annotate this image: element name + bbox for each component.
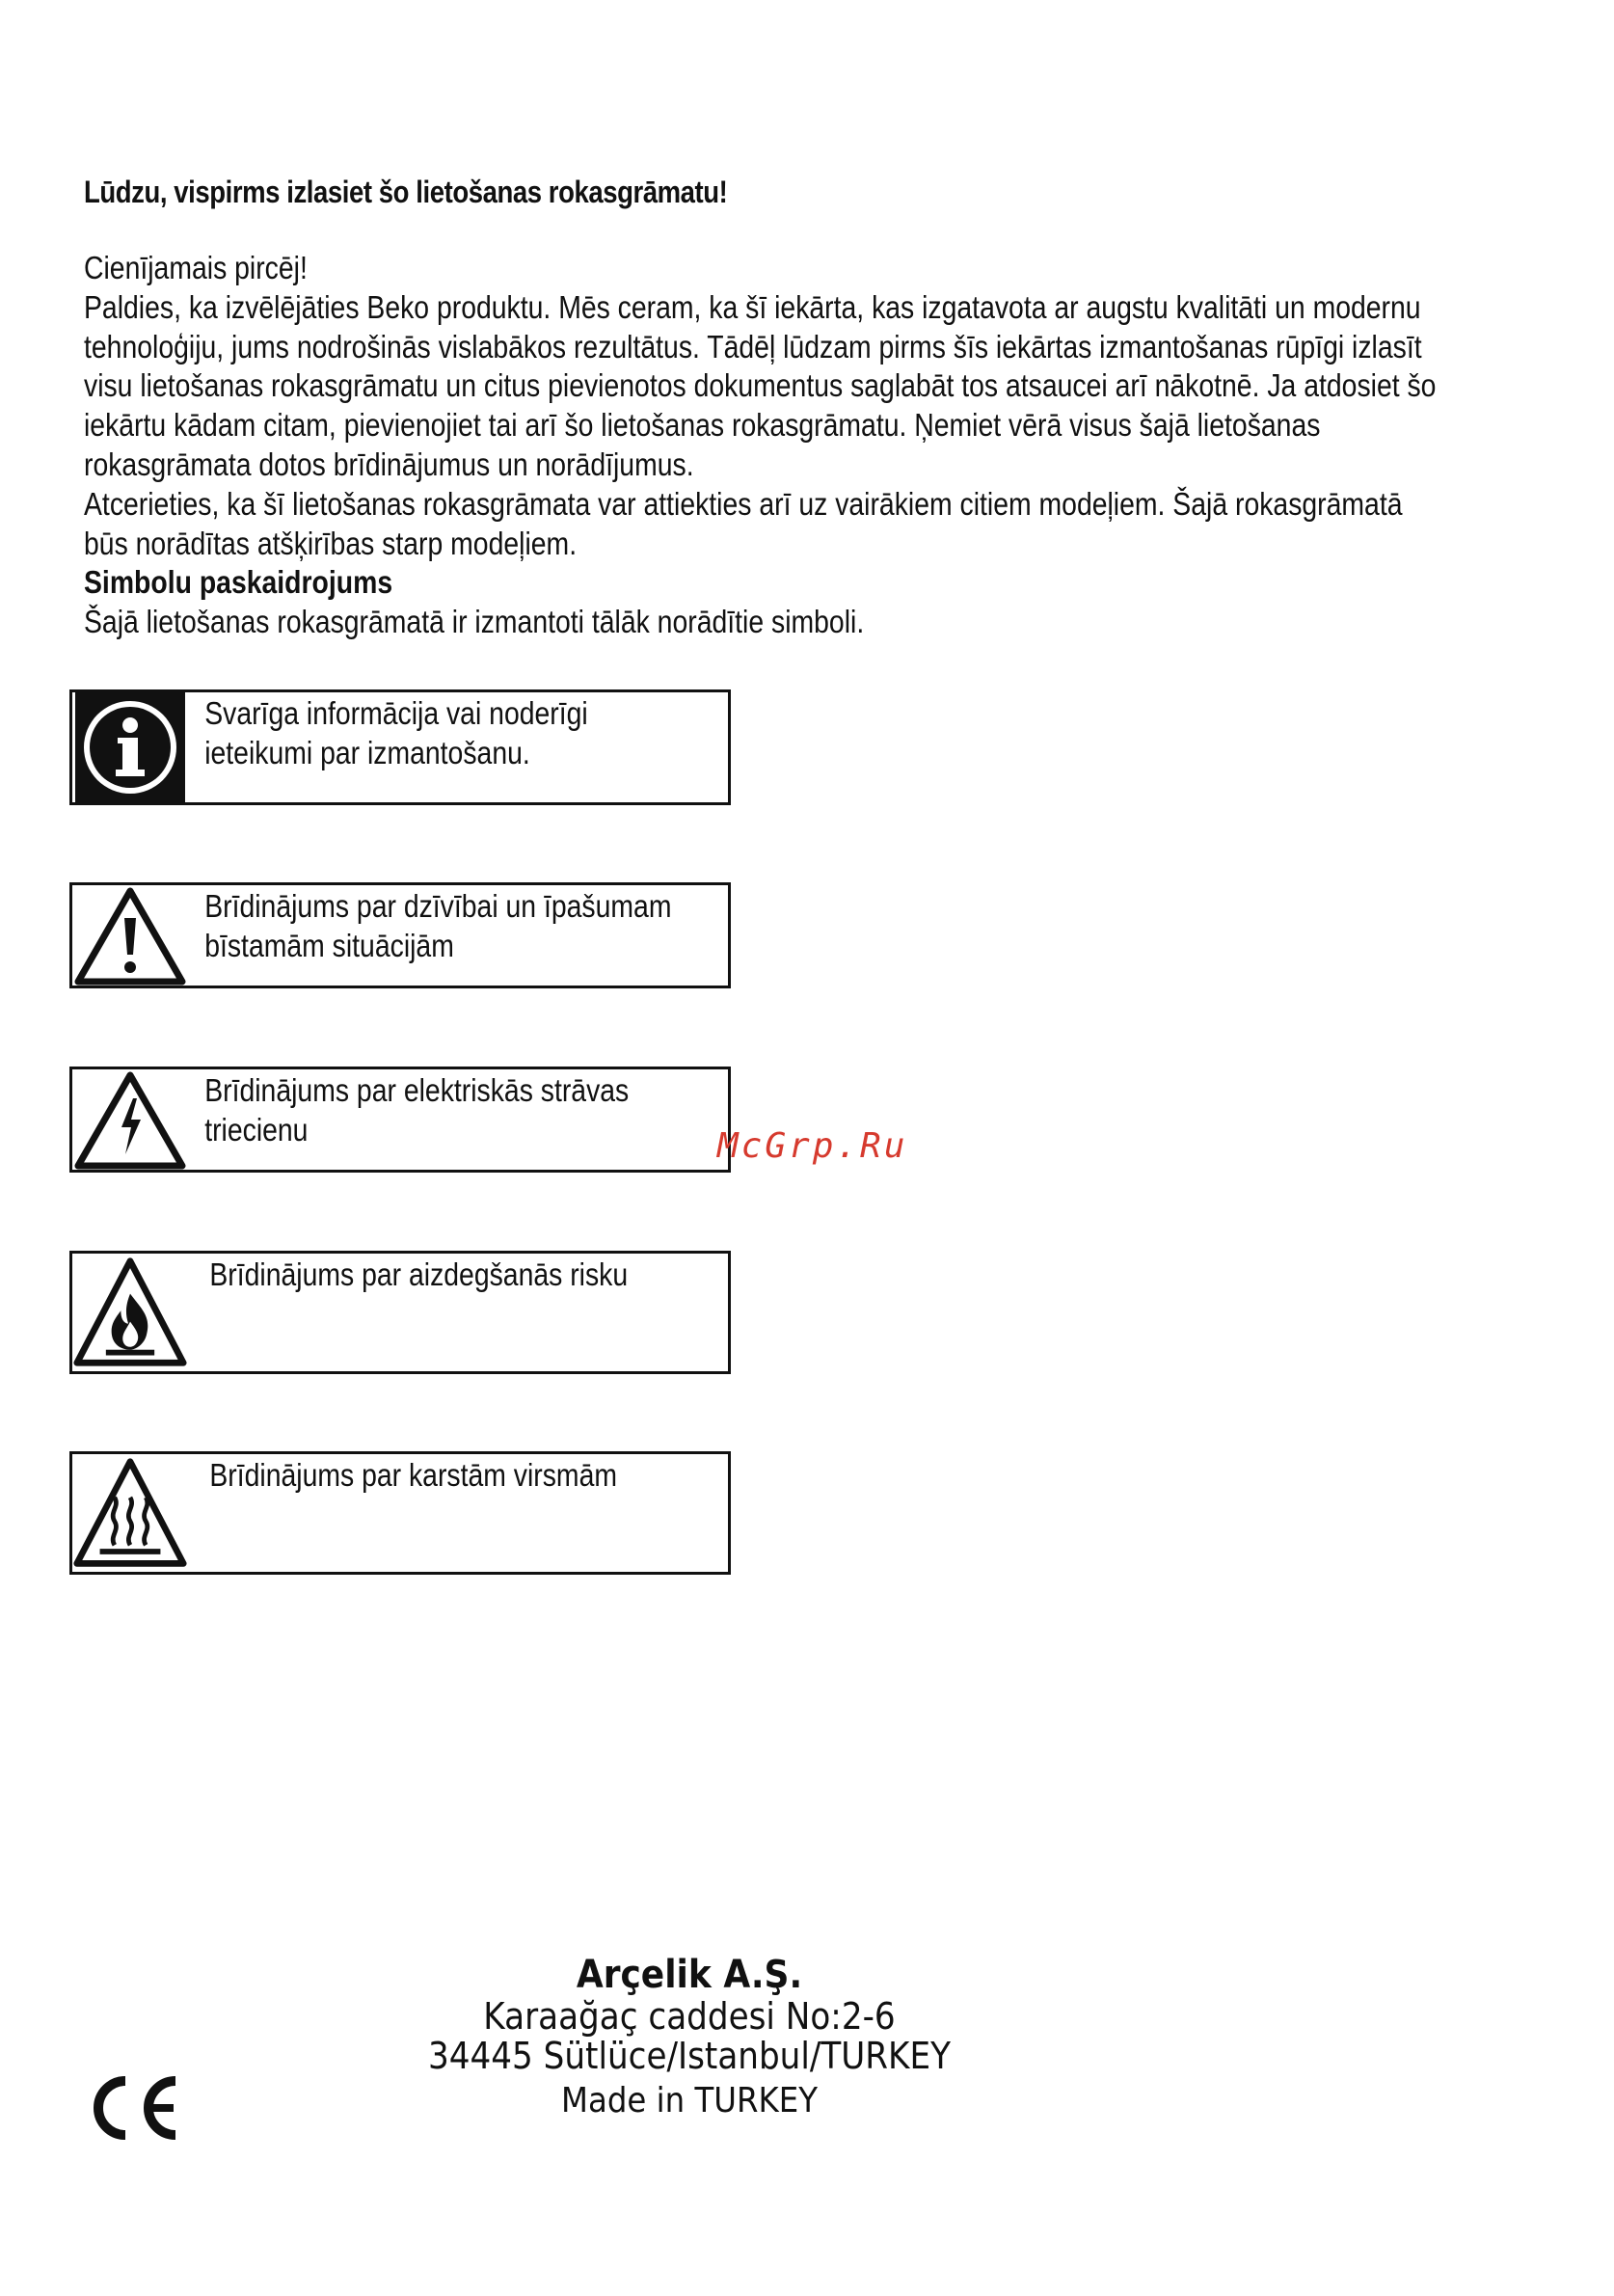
manufacturer-address [366, 1953, 1012, 2122]
symbol-text-electric: Brīdinājums par elektriskās strāvas triecienu [204, 1072, 630, 1148]
intro-section [84, 249, 1452, 642]
hot-surface-icon [72, 1454, 188, 1572]
intro-paragraph-1: Paldies, ka izvēlējāties Beko produktu. Mēs ceram, ka šī iekārta, kas izgatavota ar augstu kvalitāti un modernu tehnoloģiju, jums nodrošinās vislabākos rezultātus. Tādēļ lūdzam pirms šīs iekārtas izmantošanas rūpīgi izlasīt visu lietošanas rokasgrāmatu un citus pievienotos dokumentus saglabāt tos atsaucei arī nākotnē. Ja atdosiet šo iekārtu kādam citam, pievienojiet tai arī šo lietošanas rokasgrāmatu. Ņemiet vērā visus šajā lietošanas rokasgrāmata dotos brīdinājumus un norādījumus. [84, 288, 1437, 482]
symbols-heading: Simbolu paskaidrojums [84, 564, 393, 601]
watermark: McGrp.Ru [717, 1126, 908, 1166]
intro-paragraph-2: Atcerieties, ka šī lietošanas rokasgrāmata var attiekties arī uz vairākiem citiem modeļiem. Šajā rokasgrāmatā būs norādītas atšķirības starp modeļiem. [84, 485, 1403, 561]
made-in-label: Made in TURKEY [561, 2081, 818, 2120]
info-icon [72, 692, 188, 802]
symbol-text-warning: Brīdinājums par dzīvībai un īpašumam bīstamām situācijām [204, 888, 672, 963]
greeting: Cienījamais pircēj! [84, 250, 308, 285]
symbol-box-info [69, 689, 731, 805]
fire-hazard-icon [72, 1254, 188, 1371]
symbol-text-hot-surface: Brīdinājums par karstām virsmām [209, 1457, 618, 1493]
ce-mark-icon [83, 2073, 181, 2147]
electric-shock-icon [72, 1069, 188, 1170]
symbol-box-fire [69, 1251, 731, 1374]
symbol-box-electric [69, 1067, 731, 1173]
address-line-1: Karaağaç caddesi No:2-6 [483, 1995, 896, 2038]
page-title: Lūdzu, vispirms izlasiet šo lietošanas rokasgrāmatu! [84, 175, 728, 209]
address-line-2: 34445 Sütlüce/Istanbul/TURKEY [428, 2035, 951, 2077]
company-name: Arçelik A.Ş. [576, 1953, 803, 1997]
symbol-text-fire: Brīdinājums par aizdegšanās risku [209, 1256, 629, 1292]
symbols-intro: Šajā lietošanas rokasgrāmatā ir izmantoti tālāk norādītie simboli. [84, 604, 865, 640]
symbol-box-hot-surface [69, 1451, 731, 1575]
warning-exclamation-icon [72, 885, 188, 986]
symbol-text-info: Svarīga informācija vai noderīgi ieteikumi par izmantošanu. [204, 695, 588, 770]
symbol-box-warning [69, 882, 731, 988]
